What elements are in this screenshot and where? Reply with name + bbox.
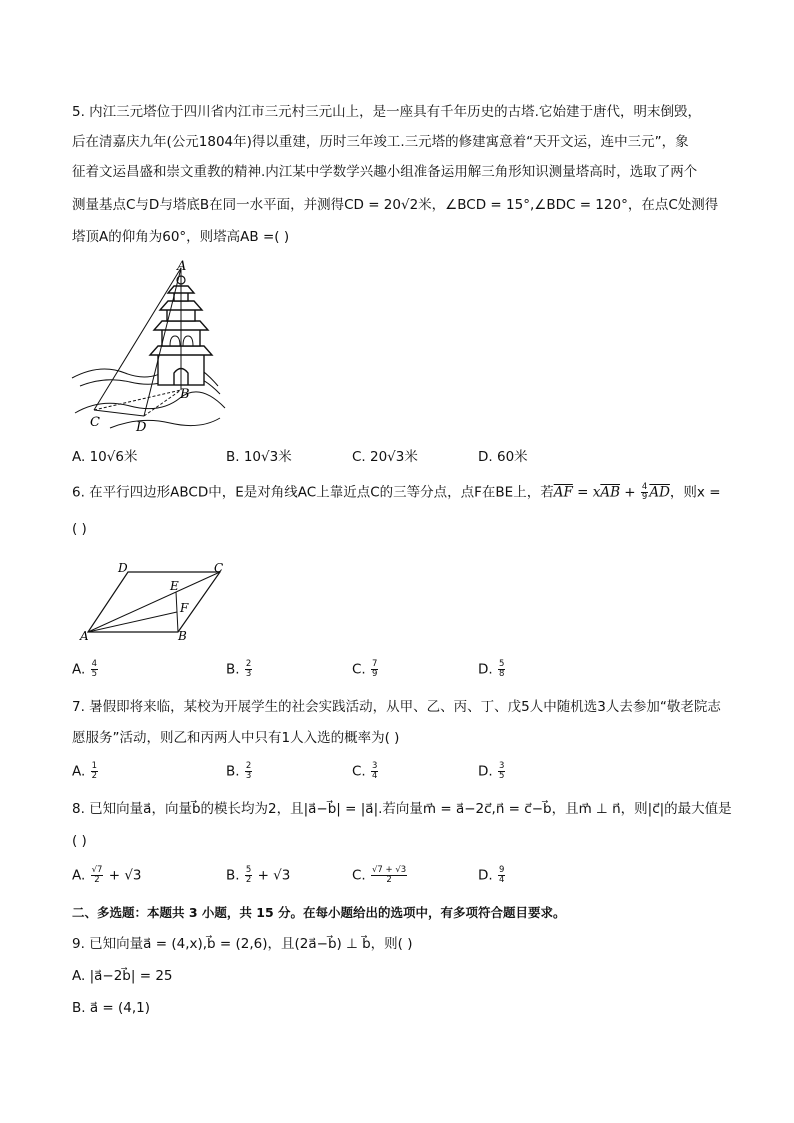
q5-option-c: C. 20√3米 bbox=[352, 449, 418, 465]
q7-line-1: 7. 暑假即将来临，某校为开展学生的社会实践活动，从甲、乙、丙、丁、戊5人中随机选3人去参加“敬老院志 bbox=[72, 699, 721, 715]
para-label-f: F bbox=[180, 601, 189, 615]
q6-option-c: C. $\frac{7}{9}$ bbox=[352, 659, 378, 679]
q6-option-d: D. $\frac{5}{8}$ bbox=[478, 659, 505, 679]
q7-line-2: 愿服务”活动，则乙和丙两人中只有1人入选的概率为( ) bbox=[72, 730, 400, 746]
q5-option-a: A. 10√6米 bbox=[72, 449, 138, 465]
q7-option-c: C. $\frac{3}{4}$ bbox=[352, 761, 378, 781]
section-heading-multiple-choice: 二、多选题：本题共 3 小题，共 15 分。在每小题给出的选项中，有多项符合题目要求。 bbox=[72, 905, 566, 920]
q6-line-1 bbox=[72, 483, 721, 502]
q5-line-5: 塔顶A的仰角为60°，则塔高AB =( ) bbox=[72, 229, 290, 245]
q5-option-d: D. 60米 bbox=[478, 449, 528, 465]
q7-option-b: B. $\frac{2}{3}$ bbox=[226, 761, 252, 781]
pagoda-label-c: C bbox=[90, 415, 100, 430]
q6-text-g: ，则x = bbox=[669, 484, 721, 501]
q6-option-a: A. $\frac{4}{5}$ bbox=[72, 659, 98, 679]
q8-line-1: 8. 已知向量a⃗，向量b⃗的模长均为2，且|a⃗−b⃗| = |a⃗|.若向量m⃗ = a⃗−2c⃗,n⃗ = c⃗−b⃗，且m⃗ ⊥ n⃗，则|c⃗|的最大值是 bbox=[72, 801, 732, 817]
q5-line-4: 测量基点C与D与塔底B在同一水平面，并测得CD = 20√2米，∠BCD = 15°,∠BDC = 120°，在点C处测得 bbox=[72, 197, 719, 213]
q9-line-1: 9. 已知向量a⃗ = (4,x),b⃗ = (2,6)，且(2a⃗−b⃗) ⊥ b⃗，则( ) bbox=[72, 936, 413, 952]
q6-vec-af: $\overline{AF}$ bbox=[553, 484, 573, 501]
q8-line-2: ( ) bbox=[72, 833, 87, 849]
q8-option-b: B. $\frac{5}{2}$ + √3 bbox=[226, 865, 291, 885]
q9-option-b: B. a⃗ = (4,1) bbox=[72, 1000, 151, 1016]
pagoda-label-d: D bbox=[136, 420, 147, 435]
para-label-c: C bbox=[214, 561, 224, 575]
q6-fraction: $\frac{4}{9}$ bbox=[641, 482, 648, 502]
q5-line-1: 5. 内江三元塔位于四川省内江市三元村三元山上，是一座具有千年历史的古塔.它始建于唐代，明末倒毁， bbox=[72, 104, 701, 120]
q8-option-c: C. $\frac{√7 + √3}{2}$ bbox=[352, 865, 407, 885]
pagoda-label-b: B bbox=[180, 387, 190, 402]
q6-text-c: = x bbox=[572, 484, 601, 501]
q5-line-3: 征着文运昌盛和崇文重教的精神.内江某中学数学兴趣小组准备运用解三角形知识测量塔高时，选取了两个 bbox=[72, 164, 698, 180]
q6-text-a: 6. 在平行四边形ABCD中，E是对角线AC上靠近点C的三等分点，点F在BE上，若 bbox=[72, 484, 554, 501]
para-label-d: D bbox=[118, 561, 128, 575]
q6-option-b: B. $\frac{2}{3}$ bbox=[226, 659, 252, 679]
pagoda-figure bbox=[70, 258, 230, 436]
q6-vec-ad: $\overline{AD}$ bbox=[649, 484, 670, 501]
q6-text-e: + bbox=[620, 484, 640, 501]
q9-option-a: A. |a⃗−2b⃗| = 25 bbox=[72, 968, 173, 984]
q7-option-d: D. $\frac{3}{5}$ bbox=[478, 761, 505, 781]
para-label-a: A bbox=[80, 629, 89, 642]
q6-line-2: ( ) bbox=[72, 521, 87, 537]
para-label-e: E bbox=[170, 579, 179, 593]
q8-option-d: D. $\frac{9}{4}$ bbox=[478, 865, 505, 885]
pagoda-label-a: A bbox=[177, 259, 187, 274]
q6-vec-ab: $\overline{AB}$ bbox=[600, 484, 621, 501]
parallelogram-figure bbox=[74, 560, 234, 642]
q7-option-a: A. $\frac{1}{2}$ bbox=[72, 761, 98, 781]
q5-line-2: 后在清嘉庆九年(公元1804年)得以重建，历时三年竣工.三元塔的修建寓意着“天开文运，连中三元”，象 bbox=[72, 134, 689, 150]
q8-option-a: A. $\frac{√7}{2}$ + √3 bbox=[72, 865, 142, 885]
para-label-b: B bbox=[178, 629, 187, 642]
q5-option-b: B. 10√3米 bbox=[226, 449, 292, 465]
